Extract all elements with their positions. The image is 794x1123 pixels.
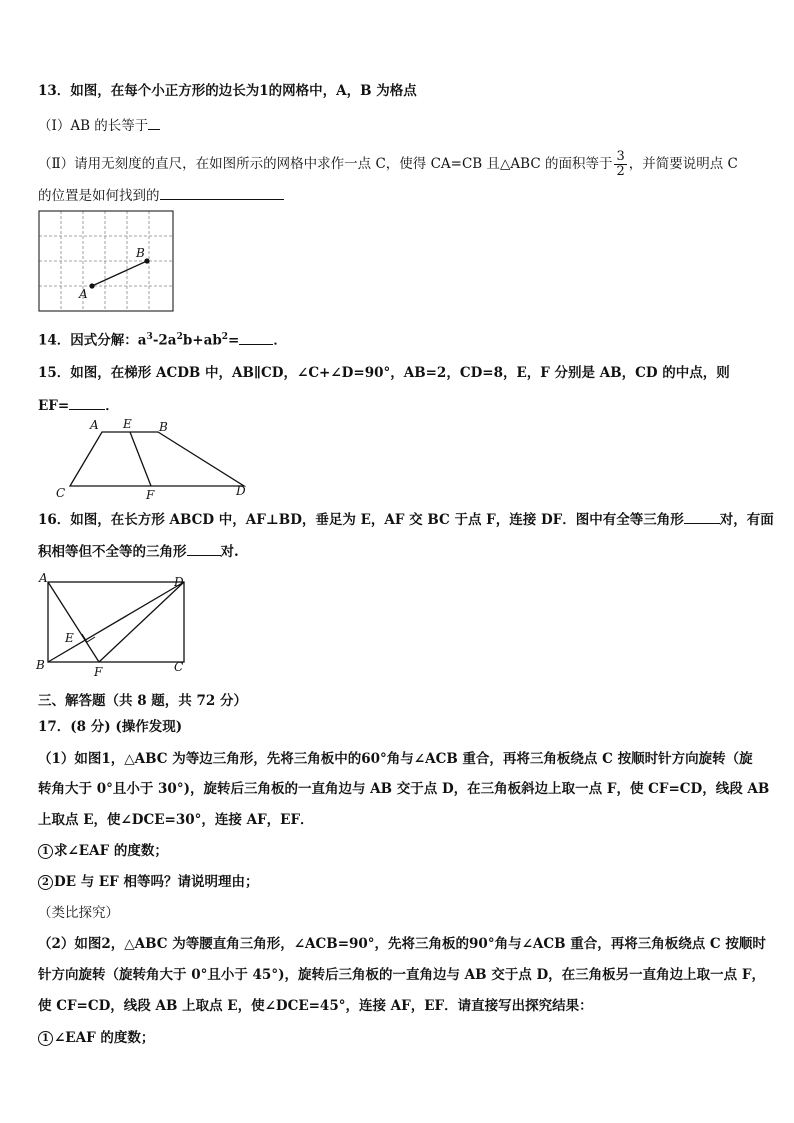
q17-p2-line3: 使 CF=CD，线段 AB 上取点 E，使∠DCE=45°，连接 AF，EF．请直接写出探究结果：: [38, 998, 593, 1014]
q13-part2-text-a: （Ⅱ）请用无刻度的直尺，在如图所示的网格中求作一点 C，使得 CA=CB 且△ABC 的面积等于: [38, 156, 613, 172]
q14-sup-2: 2: [176, 332, 183, 342]
q14-text-a: 14．因式分解：a: [38, 332, 147, 349]
q14-tail: ．: [273, 332, 287, 349]
q17-p1-line1: （1）如图1，△ABC 为等边三角形，先将三角板中的60°角与∠ACB 重合，再将三角板绕点 C 按顺时针方向旋转（旋: [38, 751, 753, 767]
label-a: A: [90, 418, 99, 432]
q16-line1-a: 16．如图，在长方形 ABCD 中，AF⊥BD，垂足为 E，AF 交 BC 于点 F，连接 DF．图中有全等三角形: [38, 512, 684, 528]
q13-part2-cont: [38, 186, 284, 205]
q16-line2-b: 对.: [220, 544, 239, 560]
label-b: B: [136, 246, 145, 260]
trapezoid-acdb: [70, 432, 244, 486]
label-c: C: [174, 660, 184, 674]
circled-number-1b: 1: [38, 1031, 53, 1046]
q13-grid-figure: [38, 210, 176, 314]
q17-item-1: [38, 842, 168, 860]
q17-item-2-text: DE 与 EF 相等吗？请说明理由；: [54, 874, 259, 890]
q13-stem: 13．如图，在每个小正方形的边长为1的网格中，A，B 为格点: [38, 83, 417, 99]
point-a: [89, 283, 94, 288]
segment-df: [99, 582, 184, 662]
q17-item-2: [38, 873, 258, 891]
q13-part2: [38, 150, 738, 179]
q14: [38, 328, 287, 350]
q17-item-3: [38, 1029, 154, 1047]
q15-line2-a: EF=: [38, 398, 70, 414]
q13-fraction-num: 3: [616, 149, 625, 164]
q13-answer-blank-2[interactable]: [160, 186, 284, 200]
circled-number-2: 2: [38, 875, 53, 890]
q15-line2-b: ．: [105, 398, 119, 414]
label-a: A: [39, 571, 48, 585]
q16-line2-a: 积相等但不全等的三角形: [38, 544, 187, 560]
label-c: C: [56, 486, 66, 500]
circled-number-1: 1: [38, 844, 53, 859]
label-b: B: [36, 658, 45, 672]
q13-part2-text-b: ，并简要说明点 C: [628, 156, 738, 172]
label-f: F: [94, 665, 103, 679]
label-b: B: [159, 420, 168, 434]
grid-lines: [39, 211, 173, 311]
q16-line1: [38, 510, 774, 529]
q17-header: 17．(8 分) (操作发现): [38, 719, 183, 735]
segment-af: [48, 582, 99, 662]
q16-line2: [38, 542, 239, 561]
q17-p1-line3: 上取点 E，使∠DCE=30°，连接 AF，EF．: [38, 812, 314, 828]
q13-part2-text-c: 的位置是如何找到的: [38, 188, 160, 204]
label-a: A: [79, 287, 88, 301]
q17-p2-line1: （2）如图2，△ABC 为等腰直角三角形，∠ACB=90°，先将三角板的90°角与∠ACB 重合，再将三角板绕点 C 按顺时: [38, 936, 766, 952]
segment-ef: [130, 432, 151, 486]
q13-part1-text: （Ⅰ）AB 的长等于: [38, 118, 149, 134]
q14-sup-1: 3: [146, 332, 153, 342]
q14-text-d: =: [228, 332, 240, 349]
q14-text-c: b+ab: [182, 332, 222, 349]
diagonal-bd: [48, 582, 184, 662]
q13-answer-blank-1[interactable]: [148, 116, 160, 130]
q17-p2-line2: 针方向旋转（旋转角大于 0°且小于 45°)，旋转后三角板的一直角边与 AB 交于点 D，在三角板另一直角边上取一点 F，: [38, 967, 765, 983]
q14-sup-3: 2: [221, 332, 229, 342]
q14-answer-blank[interactable]: [239, 331, 273, 345]
q16-answer-blank-2[interactable]: [187, 542, 221, 556]
q16-rectangle-figure: [34, 570, 194, 680]
section-3-title: 三、解答题（共 8 题，共 72 分）: [38, 693, 247, 709]
q17-p1-line2: 转角大于 0°且小于 30°)，旋转后三角板的一直角边与 AB 交于点 D，在三角板斜边上取一点 F，使 CF=CD，线段 AB: [38, 781, 770, 797]
q15-line1: 15．如图，在梯形 ACDB 中，AB∥CD，∠C+∠D=90°，AB=2，CD=8，E，F 分别是 AB，CD 的中点，则: [38, 365, 730, 381]
label-e: E: [65, 631, 74, 645]
point-b: [144, 258, 149, 263]
label-d: D: [174, 575, 184, 589]
q17-item-1-text: 求∠EAF 的度数；: [54, 843, 168, 859]
q16-answer-blank-1[interactable]: [684, 510, 720, 524]
q16-line1-b: 对，有面: [719, 512, 774, 528]
q13-fraction: [614, 150, 626, 179]
label-f: F: [146, 488, 155, 502]
q17-item-3-text: ∠EAF 的度数；: [54, 1030, 155, 1046]
q13-part1: [38, 116, 160, 135]
q15-answer-blank[interactable]: [69, 396, 105, 410]
q15-trapezoid-figure: [50, 414, 252, 504]
label-d: D: [236, 484, 246, 498]
label-e: E: [123, 417, 132, 431]
q17-analogy: （类比探究）: [38, 905, 119, 921]
q13-fraction-den: 2: [616, 164, 625, 179]
q14-text-b: -2a: [152, 332, 177, 349]
q15-line2: [38, 396, 119, 415]
segment-ab: [92, 261, 147, 286]
